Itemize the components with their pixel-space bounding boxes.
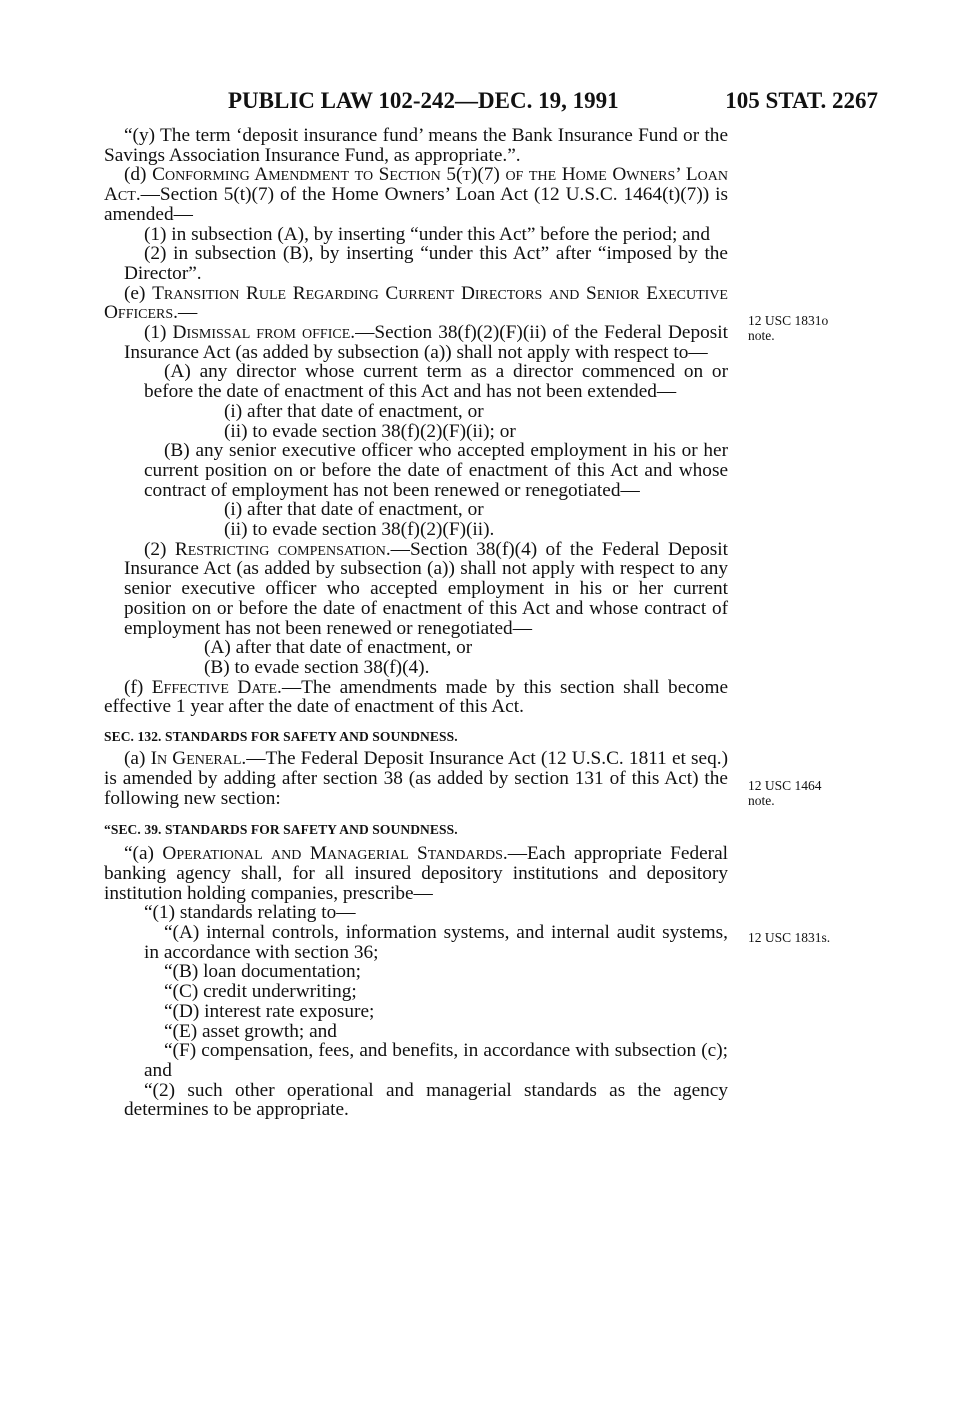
paragraph-a: (a) In General.—The Federal Deposit Insurance Act (12 U.S.C. 1811 et seq.) is amended by adding after section 38 (as added by section 131 of this Act) the following new section: [104, 748, 728, 809]
paragraph-d1: (1) in subsection (A), by inserting “under this Act” before the period; and [144, 223, 710, 245]
paragraph-e1B: (B) any senior executive officer who accepted employment in his or her current position on or before the date of enactment of this Act and whose contract of employment has not been renewed or renegotiated— [144, 440, 728, 501]
paragraph-e1-heading: Dismissal from office. [172, 322, 356, 344]
paragraph-e1A: (A) any director whose current term as a director commenced on or before the date of enactment of this Act and has not been extended— [144, 361, 728, 403]
section-39-heading: “SEC. 39. STANDARDS FOR SAFETY AND SOUNDNESS. [104, 822, 458, 838]
paragraph-quoted-F: “(F) compensation, fees, and benefits, in accordance with subsection (c); and [144, 1040, 728, 1081]
section-132-heading: SEC. 132. STANDARDS FOR SAFETY AND SOUNDNESS. [104, 729, 458, 745]
paragraph-e1A-ii: (ii) to evade section 38(f)(2)(F)(ii); or [224, 420, 516, 442]
paragraph-f-heading: Effective Date. [151, 676, 282, 698]
paragraph-e1: (1) Dismissal from office.—Section 38(f)(2)(F)(ii) of the Federal Deposit Insurance Act (as added by subsection (a)) shall not apply with respect to— [124, 322, 728, 363]
paragraph-quoted-D: “(D) interest rate exposure; [164, 1000, 375, 1022]
margin-note-12usc1831s: 12 USC 1831s. [748, 930, 831, 945]
paragraph-f: (f) Effective Date.—The amendments made by this section shall become effective 1 year after the date of enactment of this Act. [104, 676, 729, 718]
statute-page-number: 105 STAT. 2267 [725, 88, 878, 113]
paragraph-e1B-ii: (ii) to evade section 38(f)(2)(F)(ii). [224, 519, 495, 541]
paragraph-quoted-A: “(A) internal controls, information systems, and internal audit systems, in accordance with section 36; [144, 922, 728, 963]
paragraph-e1B-i: (i) after that date of enactment, or [224, 499, 484, 521]
paragraph-quoted-C: “(C) credit underwriting; [164, 981, 357, 1003]
paragraph-quoted-B: “(B) loan documentation; [164, 961, 362, 983]
paragraph-quoted-2: “(2) such other operational and managerial standards as the agency determines to be appropriate. [124, 1079, 728, 1121]
paragraph-d-heading: Conforming Amendment to Section 5(t)(7) of the Home Owners’ Loan Act. [104, 164, 728, 206]
paragraph-d: (d) Conforming Amendment to Section 5(t)(7) of the Home Owners’ Loan Act.—Section 5(t)(7) of the Home Owners’ Loan Act (12 U.S.C. 1464(t)(7)) is amended— [104, 164, 728, 225]
paragraph-e-heading: Transition Rule Regarding Current Directors and Senior Executive Officers. [104, 282, 728, 324]
paragraph-e2-heading: Restricting compensation. [174, 538, 391, 560]
margin-note-12usc1831o: 12 USC 1831o note. [748, 313, 829, 343]
paragraph-e1A-i: (i) after that date of enactment, or [224, 400, 484, 422]
paragraph-quoted-1: “(1) standards relating to— [144, 902, 356, 924]
paragraph-d2: (2) in subsection (B), by inserting “under this Act” after “imposed by the Director”. [124, 243, 728, 284]
public-law-citation: PUBLIC LAW 102-242—DEC. 19, 1991 [228, 88, 619, 113]
paragraph-quoted-a: “(a) Operational and Managerial Standards.—Each appropriate Federal banking agency shall, for all insured depository institutions and depository institution holding companies, prescribe— [104, 843, 728, 904]
paragraph-e: (e) Transition Rule Regarding Current Directors and Senior Executive Officers.— [104, 282, 728, 324]
paragraph-e2B: (B) to evade section 38(f)(4). [204, 656, 430, 678]
margin-note-12usc1464: 12 USC 1464 note. [748, 778, 822, 808]
paragraph-a-heading: In General. [150, 748, 247, 770]
page-header [228, 86, 878, 116]
paragraph-e2: (2) Restricting compensation.—Section 38(f)(4) of the Federal Deposit Insurance Act (as added by subsection (a)) shall not apply with respect to any senior executive officer who accepted employment in his or her current position on or before the date of enactment of this Act and whose contract of employment has not been renewed or renegotiated— [124, 538, 728, 639]
paragraph-y-definition: “(y) The term ‘deposit insurance fund’ means the Bank Insurance Fund or the Savings Association Insurance Fund, as appropriate.”. [104, 125, 728, 166]
document-body [104, 126, 728, 1120]
paragraph-quoted-E: “(E) asset growth; and [164, 1020, 337, 1042]
paragraph-e2A: (A) after that date of enactment, or [204, 637, 473, 659]
paragraph-quoted-a-heading: Operational and Managerial Standards. [162, 843, 508, 865]
